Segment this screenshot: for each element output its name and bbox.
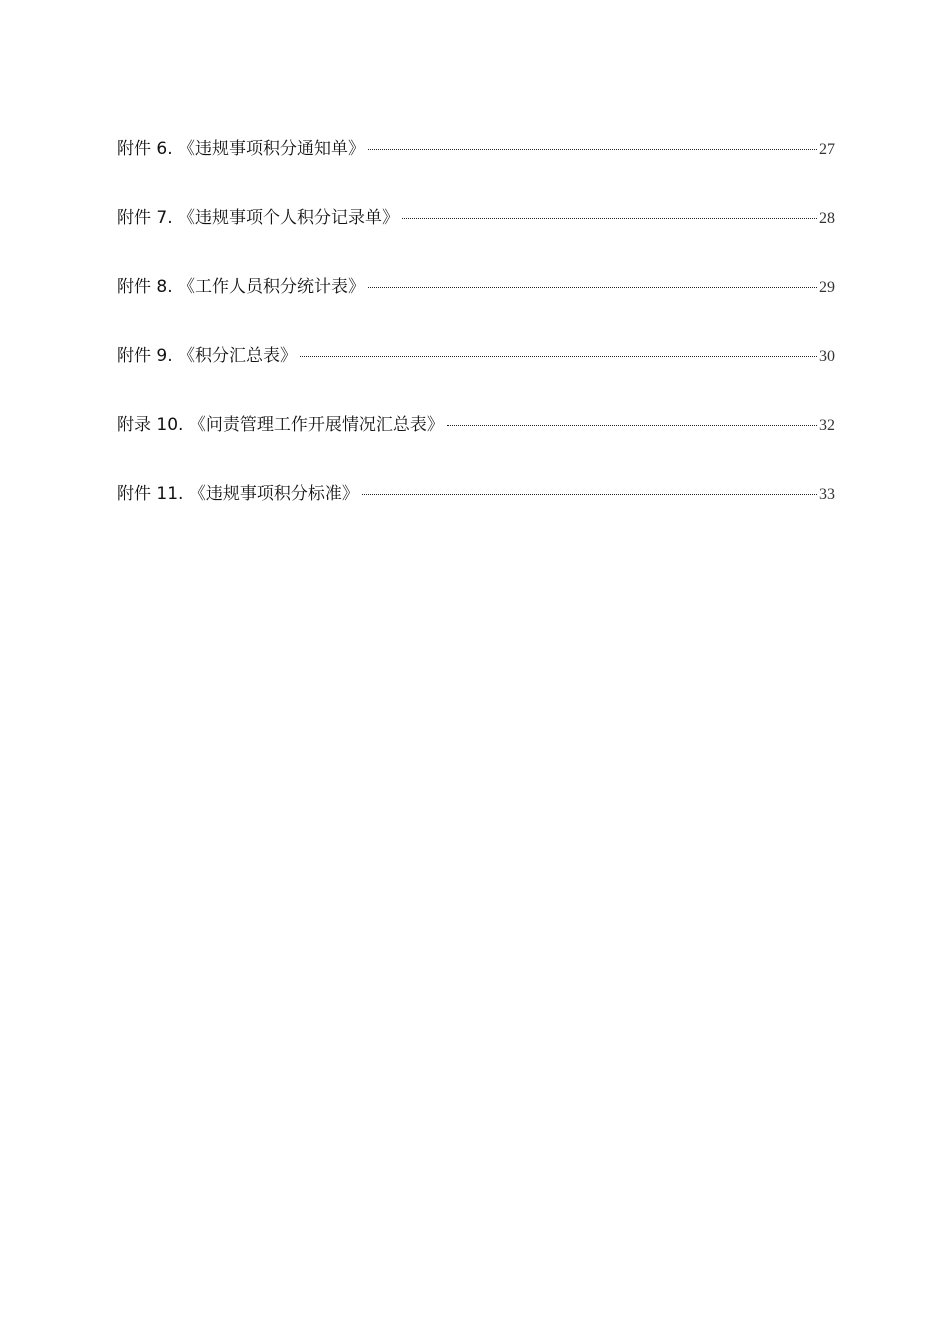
toc-dot-leader <box>402 218 817 219</box>
toc-entry-title: 附件 9. 《积分汇总表》 <box>117 346 298 366</box>
toc-dot-leader <box>447 425 817 426</box>
toc-dot-leader <box>362 494 817 495</box>
toc-entry-attachment-7[interactable] <box>117 203 835 272</box>
toc-entry-attachment-11[interactable] <box>117 479 835 548</box>
toc-page-number: 27 <box>819 141 835 158</box>
toc-entry-attachment-6[interactable] <box>117 134 835 203</box>
toc-entry-title: 附件 7. 《违规事项个人积分记录单》 <box>117 208 400 228</box>
toc-entry-attachment-8[interactable] <box>117 272 835 341</box>
toc-entry-attachment-9[interactable] <box>117 341 835 410</box>
toc-entry-appendix-10[interactable] <box>117 410 835 479</box>
toc-page-number: 32 <box>819 417 835 434</box>
toc-page-number: 28 <box>819 210 835 227</box>
toc-page-number: 33 <box>819 486 835 503</box>
toc-entry-title: 附件 11. 《违规事项积分标准》 <box>117 484 359 504</box>
toc-page-number: 30 <box>819 348 835 365</box>
toc-dot-leader <box>368 149 817 150</box>
toc-dot-leader <box>300 356 817 357</box>
toc-entry-title: 附件 8. 《工作人员积分统计表》 <box>117 277 366 297</box>
toc-entry-title: 附件 6. 《违规事项积分通知单》 <box>117 139 366 159</box>
toc-page-number: 29 <box>819 279 835 296</box>
table-of-contents <box>117 134 835 548</box>
toc-dot-leader <box>368 287 817 288</box>
toc-entry-title: 附录 10. 《问责管理工作开展情况汇总表》 <box>117 415 444 435</box>
